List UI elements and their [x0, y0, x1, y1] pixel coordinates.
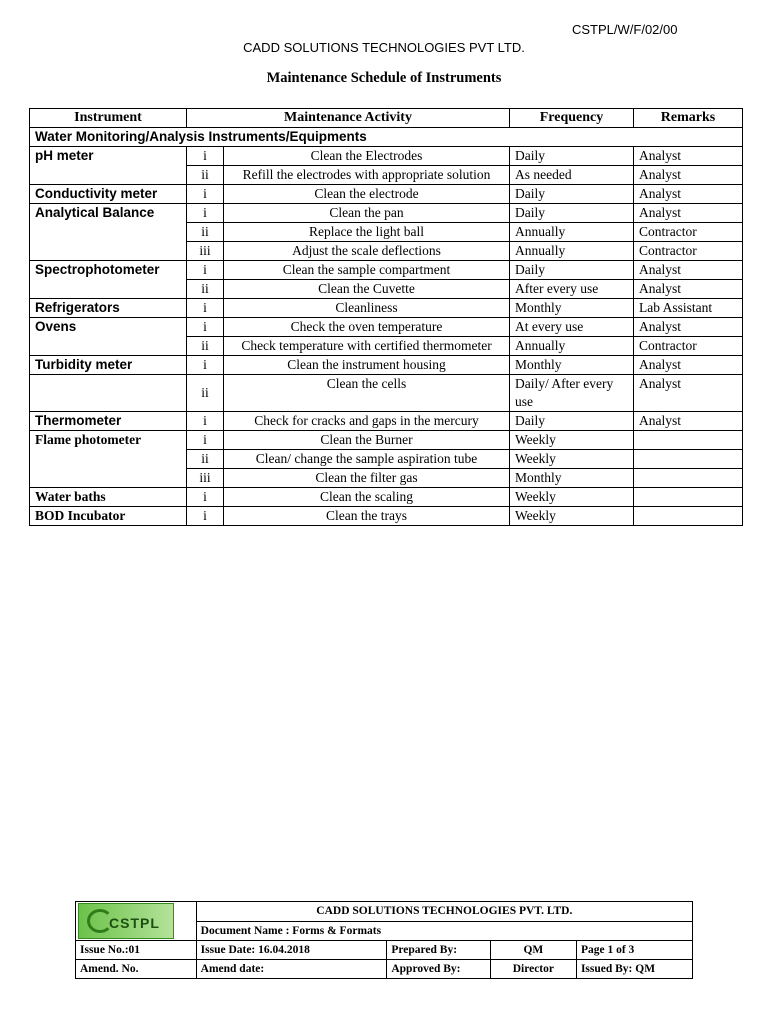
- instrument-cell: Analytical Balance: [30, 204, 187, 223]
- instrument-cell: [30, 450, 187, 469]
- table-row: [30, 431, 743, 450]
- frequency-cell: Weekly: [510, 488, 634, 507]
- footer-company-name: CADD SOLUTIONS TECHNOLOGIES PVT. LTD.: [196, 902, 692, 922]
- item-number: i: [187, 185, 224, 204]
- table-row: [30, 318, 743, 337]
- activity-cell: Clean the instrument housing: [224, 356, 510, 375]
- frequency-cell: Daily: [510, 412, 634, 431]
- activity-cell: Refill the electrodes with appropriate solution: [224, 166, 510, 185]
- footer-document-name: Document Name : Forms & Formats: [196, 921, 692, 941]
- instrument-cell: Turbidity meter: [30, 356, 187, 375]
- header-frequency: Frequency: [510, 109, 634, 128]
- table-row: [30, 280, 743, 299]
- item-number: i: [187, 204, 224, 223]
- activity-cell: Clean the Electrodes: [224, 147, 510, 166]
- activity-cell: Clean/ change the sample aspiration tube: [224, 450, 510, 469]
- remarks-cell: Analyst: [634, 375, 743, 412]
- activity-cell: Adjust the scale deflections: [224, 242, 510, 261]
- table-row: [30, 450, 743, 469]
- item-number: i: [187, 318, 224, 337]
- activity-cell: Clean the pan: [224, 204, 510, 223]
- remarks-cell: [634, 450, 743, 469]
- remarks-cell: Analyst: [634, 204, 743, 223]
- table-row: [30, 375, 743, 412]
- item-number: i: [187, 507, 224, 526]
- frequency-cell: Monthly: [510, 299, 634, 318]
- frequency-cell: Weekly: [510, 450, 634, 469]
- remarks-cell: [634, 488, 743, 507]
- item-number: i: [187, 356, 224, 375]
- company-logo: [76, 902, 197, 941]
- footer-issued-by: Issued By: QM: [576, 960, 692, 979]
- table-row: [30, 356, 743, 375]
- item-number: ii: [187, 280, 224, 299]
- activity-cell: Replace the light ball: [224, 223, 510, 242]
- activity-cell: Cleanliness: [224, 299, 510, 318]
- remarks-cell: Contractor: [634, 223, 743, 242]
- frequency-cell: Daily: [510, 147, 634, 166]
- remarks-cell: Analyst: [634, 356, 743, 375]
- activity-cell: Clean the cells: [224, 375, 510, 412]
- frequency-cell: Daily: [510, 185, 634, 204]
- remarks-cell: Contractor: [634, 242, 743, 261]
- footer-amend-no: Amend. No.: [76, 960, 197, 979]
- instrument-cell: [30, 166, 187, 185]
- instrument-cell: [30, 280, 187, 299]
- remarks-cell: Analyst: [634, 166, 743, 185]
- item-number: i: [187, 488, 224, 507]
- header-instrument: Instrument: [30, 109, 187, 128]
- frequency-cell: Annually: [510, 337, 634, 356]
- instrument-cell: BOD Incubator: [30, 507, 187, 526]
- footer-issue-no: Issue No.:01: [76, 941, 197, 960]
- instrument-cell: Ovens: [30, 318, 187, 337]
- item-number: ii: [187, 375, 224, 412]
- remarks-cell: Analyst: [634, 147, 743, 166]
- logo-icon: [78, 903, 174, 939]
- instrument-cell: [30, 469, 187, 488]
- frequency-cell: Annually: [510, 242, 634, 261]
- table-row: [30, 185, 743, 204]
- instrument-cell: Spectrophotometer: [30, 261, 187, 280]
- remarks-cell: Analyst: [634, 185, 743, 204]
- instrument-cell: pH meter: [30, 147, 187, 166]
- activity-cell: Clean the Cuvette: [224, 280, 510, 299]
- activity-cell: Check the oven temperature: [224, 318, 510, 337]
- footer-issue-date: Issue Date: 16.04.2018: [196, 941, 387, 960]
- remarks-cell: Contractor: [634, 337, 743, 356]
- frequency-cell: After every use: [510, 280, 634, 299]
- table-row: [30, 507, 743, 526]
- logo-text: CSTPL: [109, 915, 160, 931]
- item-number: i: [187, 299, 224, 318]
- item-number: ii: [187, 450, 224, 469]
- table-row: [30, 488, 743, 507]
- instrument-cell: [30, 223, 187, 242]
- page-title: Maintenance Schedule of Instruments: [266, 70, 502, 86]
- document-code: CSTPL/W/F/02/00: [572, 22, 678, 37]
- activity-cell: Clean the sample compartment: [224, 261, 510, 280]
- item-number: ii: [187, 223, 224, 242]
- instrument-cell: Thermometer: [30, 412, 187, 431]
- activity-cell: Clean the filter gas: [224, 469, 510, 488]
- frequency-cell: Annually: [510, 223, 634, 242]
- table-row: [30, 261, 743, 280]
- footer-page-number: Page 1 of 3: [576, 941, 692, 960]
- instrument-cell: Water baths: [30, 488, 187, 507]
- table-row: [30, 166, 743, 185]
- instrument-cell: [30, 375, 187, 412]
- frequency-cell: As needed: [510, 166, 634, 185]
- instrument-cell: Flame photometer: [30, 431, 187, 450]
- footer-amend-date: Amend date:: [196, 960, 387, 979]
- table-row: [30, 299, 743, 318]
- item-number: i: [187, 147, 224, 166]
- footer-approved-by: Director: [490, 960, 576, 979]
- table-row: [30, 223, 743, 242]
- header-activity: Maintenance Activity: [187, 109, 510, 128]
- item-number: i: [187, 431, 224, 450]
- instrument-cell: [30, 242, 187, 261]
- table-row: [30, 204, 743, 223]
- remarks-cell: [634, 507, 743, 526]
- maintenance-table: [29, 108, 743, 526]
- footer-prepared-by: QM: [490, 941, 576, 960]
- item-number: i: [187, 261, 224, 280]
- category-label: Water Monitoring/Analysis Instruments/Equipments: [30, 128, 743, 147]
- frequency-cell: Daily: [510, 204, 634, 223]
- frequency-cell: At every use: [510, 318, 634, 337]
- activity-cell: Check for cracks and gaps in the mercury: [224, 412, 510, 431]
- remarks-cell: Analyst: [634, 280, 743, 299]
- frequency-cell: Monthly: [510, 469, 634, 488]
- table-row: [30, 147, 743, 166]
- instrument-cell: [30, 337, 187, 356]
- item-number: iii: [187, 242, 224, 261]
- remarks-cell: Analyst: [634, 318, 743, 337]
- frequency-cell: Weekly: [510, 431, 634, 450]
- table-row: [30, 469, 743, 488]
- frequency-cell: Daily/ After every use: [510, 375, 634, 412]
- remarks-cell: Analyst: [634, 412, 743, 431]
- activity-cell: Clean the trays: [224, 507, 510, 526]
- frequency-cell: Weekly: [510, 507, 634, 526]
- remarks-cell: [634, 469, 743, 488]
- frequency-cell: Daily: [510, 261, 634, 280]
- item-number: ii: [187, 337, 224, 356]
- remarks-cell: [634, 431, 743, 450]
- item-number: iii: [187, 469, 224, 488]
- activity-cell: Clean the scaling: [224, 488, 510, 507]
- item-number: i: [187, 412, 224, 431]
- remarks-cell: Analyst: [634, 261, 743, 280]
- footer-approved-by-label: Approved By:: [387, 960, 490, 979]
- header-remarks: Remarks: [634, 109, 743, 128]
- remarks-cell: Lab Assistant: [634, 299, 743, 318]
- activity-cell: Clean the electrode: [224, 185, 510, 204]
- table-row: [30, 242, 743, 261]
- document-footer: [75, 901, 693, 979]
- company-name: CADD SOLUTIONS TECHNOLOGIES PVT LTD.: [243, 40, 525, 55]
- instrument-cell: Refrigerators: [30, 299, 187, 318]
- item-number: ii: [187, 166, 224, 185]
- table-row: [30, 412, 743, 431]
- activity-cell: Clean the Burner: [224, 431, 510, 450]
- activity-cell: Check temperature with certified thermometer: [224, 337, 510, 356]
- table-row: [30, 337, 743, 356]
- instrument-cell: Conductivity meter: [30, 185, 187, 204]
- table-header-row: [30, 109, 743, 128]
- footer-prepared-by-label: Prepared By:: [387, 941, 490, 960]
- frequency-cell: Monthly: [510, 356, 634, 375]
- category-row: [30, 128, 743, 147]
